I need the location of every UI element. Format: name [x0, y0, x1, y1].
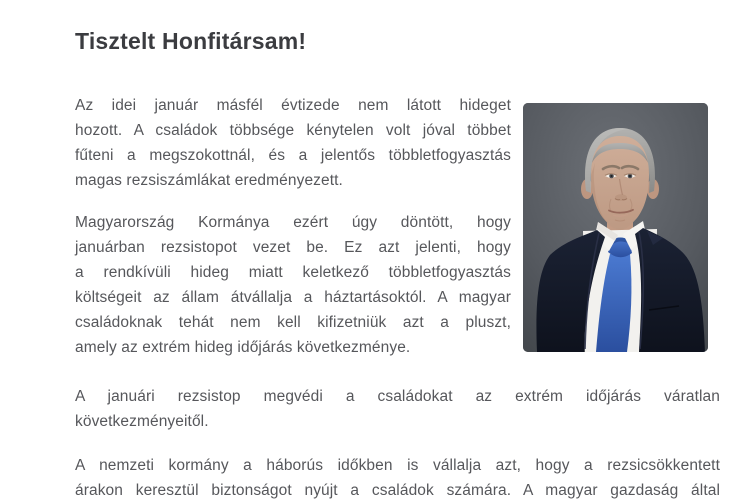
text-line: családoknak tehát nem kell kifizetniük azt a pluszt,	[75, 314, 511, 331]
portrait-photo	[523, 103, 708, 352]
text-line: amely az extrém hideg időjárás következménye.	[75, 339, 411, 356]
text-line: Magyarország Kormánya ezért úgy döntött, hogy	[75, 214, 511, 231]
text-line: következményeitől.	[75, 413, 209, 430]
paragraph-1	[75, 93, 511, 193]
text-line: A nemzeti kormány a háborús időkben is vállalja azt, hogy a rezsicsökkentett	[75, 457, 720, 474]
portrait-illustration	[523, 103, 708, 352]
text-line: fűteni a megszokottnál, és a jelentős többletfogyasztás	[75, 147, 511, 164]
text-line: a rendkívüli hideg miatt keletkező többletfogyasztás	[75, 264, 511, 281]
text-line: árakon keresztül biztonságot nyújt a családok számára. A magyar gazdaság által	[75, 482, 720, 499]
text-line: januárban rezsistopot vezet be. Ez azt jelenti, hogy	[75, 239, 511, 256]
page-title: Tisztelt Honfitársam!	[75, 28, 307, 54]
paragraph-4	[75, 453, 720, 503]
paragraph-3	[75, 384, 720, 434]
text-line: Az idei január másfél évtizede nem látott hideget	[75, 97, 511, 114]
text-line: magas rezsiszámlákat eredményezett.	[75, 172, 343, 189]
paragraph-2	[75, 210, 511, 360]
text-line: A januári rezsistop megvédi a családokat az extrém időjárás váratlan	[75, 388, 720, 405]
text-line: hozott. A családok többsége kénytelen volt jóval többet	[75, 122, 511, 139]
text-line: költségeit az állam átvállalja a háztartásoktól. A magyar	[75, 289, 511, 306]
